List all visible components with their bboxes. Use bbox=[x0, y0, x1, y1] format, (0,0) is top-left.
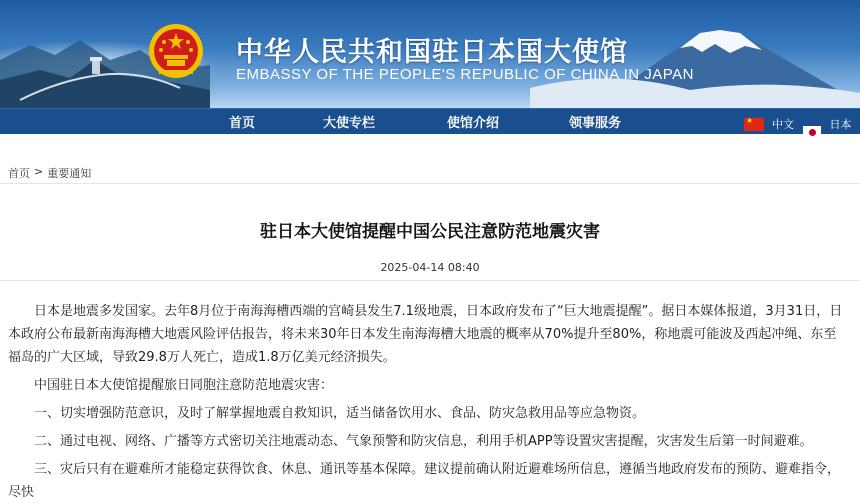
language-chinese[interactable] bbox=[744, 116, 794, 132]
nav-item-ambassador[interactable]: 大使专栏 bbox=[323, 116, 376, 131]
article-paragraph: 中国驻日本大使馆提醒旅日同胞注意防范地震灾害： bbox=[34, 378, 334, 393]
site-title-english: EMBASSY OF THE PEOPLE'S REPUBLIC OF CHINA IN JAPAN bbox=[236, 66, 694, 83]
header-banner bbox=[0, 0, 860, 108]
nav-item-embassy-intro[interactable]: 使馆介绍 bbox=[447, 116, 500, 131]
china-flag-icon bbox=[744, 118, 764, 131]
article-paragraph: 日本是地震多发国家。去年8月位于南海海槽西端的宫崎县发生7.1级地震，日本政府发布了“巨大地震提醒”。据日本媒体报道，3月31日，日本政府公布最新南海海槽大地震风险评估报告，将未来30年日本发生南海海槽大地震的概率从70%提升至80%，称地震可能波及西起冲绳、东至福岛的广大区域，导致29.8万人死亡，造成1.8万亿美元经济损失。 bbox=[8, 304, 843, 365]
main-navigation bbox=[0, 108, 860, 147]
article-paragraph: 一、切实增强防范意识，及时了解掌握地震自救知识，适当储备饮用水、食品、防灾急救用品等应急物资。 bbox=[34, 406, 646, 421]
breadcrumb-home[interactable]: 首页 bbox=[8, 167, 30, 180]
language-japanese[interactable] bbox=[803, 116, 860, 148]
article-title: 驻日本大使馆提醒中国公民注意防范地震灾害 bbox=[260, 222, 600, 242]
nav-item-consular-services[interactable]: 领事服务 bbox=[569, 116, 622, 131]
date-divider bbox=[0, 280, 860, 281]
breadcrumb bbox=[8, 165, 91, 181]
nav-item-home[interactable]: 首页 bbox=[229, 116, 256, 131]
national-emblem-icon bbox=[147, 22, 205, 80]
breadcrumb-current[interactable]: 重要通知 bbox=[47, 167, 92, 180]
language-japanese-label: 日本語 bbox=[829, 118, 852, 147]
article-body bbox=[8, 300, 844, 504]
site-title-chinese: 中华人民共和国驻日本国大使馆 bbox=[236, 37, 628, 68]
article-paragraph: 二、通过电视、网络、广播等方式密切关注地震动态、气象预警和防灾信息，利用手机APP等设置灾害提醒，灾害发生后第一时间避难。 bbox=[34, 434, 813, 449]
article-paragraph: 三、灾后只有在避难所才能稳定获得饮食、休息、通讯等基本保障。建议提前确认附近避难场所信息，遵循当地政府发布的预防、避难指令，尽快 bbox=[8, 462, 841, 500]
language-chinese-label: 中文 bbox=[772, 118, 794, 131]
breadcrumb-separator: > bbox=[34, 165, 44, 178]
breadcrumb-divider bbox=[0, 183, 860, 184]
japan-flag-icon bbox=[803, 126, 821, 139]
article-date: 2025-04-14 08:40 bbox=[380, 261, 480, 274]
